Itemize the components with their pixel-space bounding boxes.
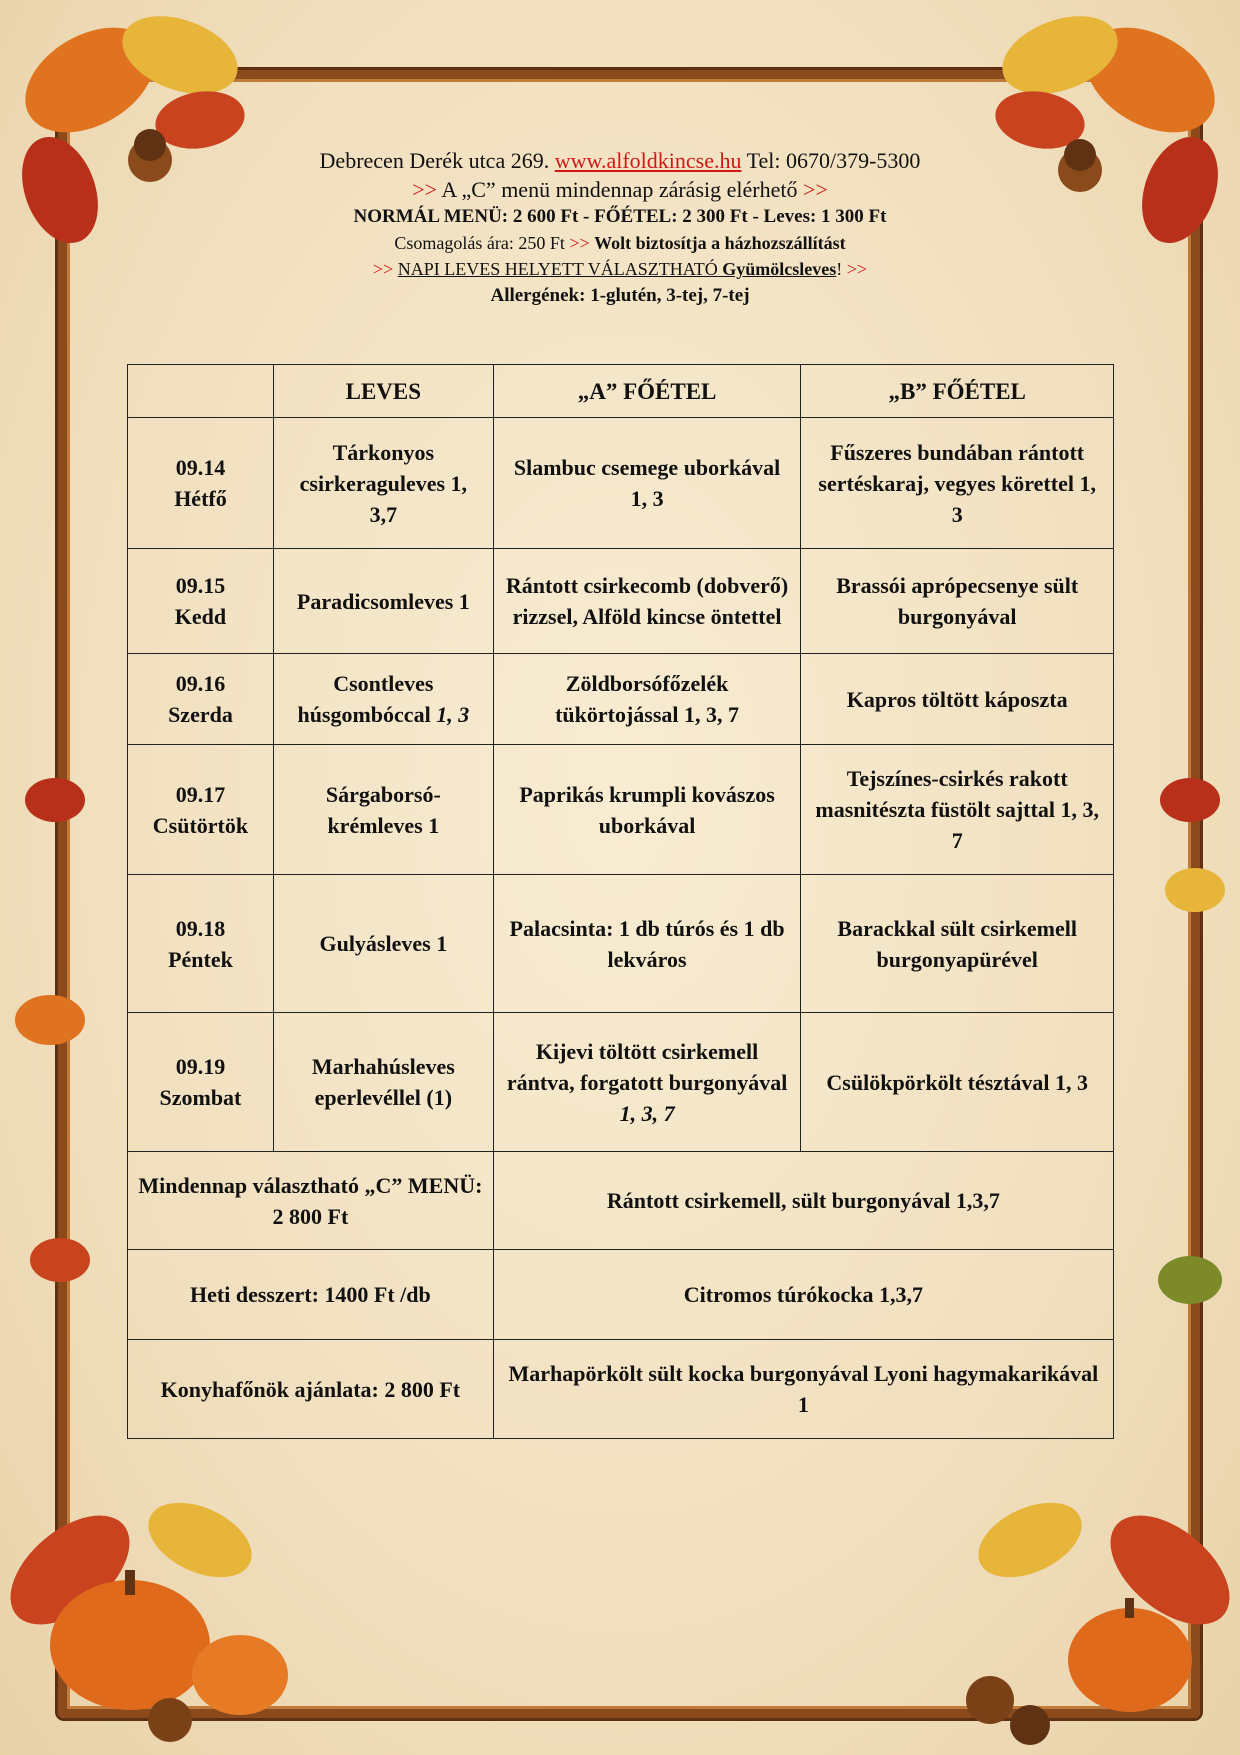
column-header-b-main: „B” FŐÉTEL <box>801 365 1114 418</box>
date: 09.19 <box>175 1054 226 1079</box>
arrow: >> <box>372 259 394 279</box>
a-main-cell: Rántott csirkecomb (dobverő) rizzsel, Alföld kincse öntettel <box>493 549 801 654</box>
dessert-row <box>128 1250 1114 1340</box>
a-main-cell <box>493 1013 801 1152</box>
address: Debrecen Derék utca 269. <box>319 148 550 173</box>
chef-label-cell: Konyhafőnök ajánlata: 2 800 Ft <box>128 1340 494 1439</box>
arrow: >> <box>569 233 590 253</box>
day-cell <box>128 654 274 745</box>
a-main-name: Kijevi töltött csirkemell rántva, forgatott burgonyával <box>506 1038 788 1095</box>
c-menu-dish-cell: Rántott csirkemell, sült burgonyával 1,3,7 <box>493 1152 1113 1250</box>
weekly-menu-table <box>127 364 1114 1439</box>
fruit-soup-note: NAPI LEVES HELYETT VÁLASZTHATÓ <box>397 259 718 279</box>
pumpkins-bottom-right-icon <box>920 1450 1240 1755</box>
packaging-price: Csomagolás ára: 250 Ft <box>394 233 565 253</box>
c-menu-price: 2 800 Ft <box>272 1203 349 1229</box>
website-link[interactable]: www.alfoldkincse.hu <box>554 148 742 173</box>
soup-allergen: 1, 3 <box>436 702 470 727</box>
weekday: Csütörtök <box>152 812 249 838</box>
a-main-allergen: 1, 3, 7 <box>619 1100 675 1126</box>
soup-cell <box>273 654 493 745</box>
soup-cell: Paradicsomleves 1 <box>273 549 493 654</box>
chef-recommendation-row <box>128 1340 1114 1439</box>
date: 09.17 <box>175 781 226 807</box>
a-main-cell: Palacsinta: 1 db túrós és 1 db lekváros <box>493 875 801 1013</box>
soup-cell: Tárkonyos csirkeraguleves 1, 3,7 <box>273 418 493 549</box>
pumpkins-bottom-left-icon <box>0 1450 320 1755</box>
b-main-cell: Csülökpörkölt tésztával 1, 3 <box>801 1013 1114 1152</box>
weekday: Szerda <box>168 702 233 727</box>
soup-cell: Sárgaborsó-krémleves 1 <box>273 745 493 875</box>
header <box>130 146 1110 310</box>
soup-name: Csontleves húsgombóccal <box>297 671 434 727</box>
table-row <box>128 654 1114 745</box>
table-row <box>128 745 1114 875</box>
table-row <box>128 418 1114 549</box>
date: 09.15 <box>175 573 226 598</box>
date: 09.14 <box>175 455 226 480</box>
weekday: Kedd <box>174 604 227 629</box>
soup-cell: Marhahúsleves eperlevéllel (1) <box>273 1013 493 1152</box>
column-header-day <box>128 365 274 418</box>
day-cell <box>128 418 274 549</box>
dessert-dish-cell: Citromos túrókocka 1,3,7 <box>493 1250 1113 1340</box>
c-menu-label-cell <box>128 1152 494 1250</box>
weekday: Szombat <box>159 1085 242 1110</box>
contact-line <box>130 146 1110 176</box>
table-row <box>128 875 1114 1013</box>
arrow: >> <box>846 259 868 279</box>
wolt-delivery: Wolt biztosítja a házhozszállítást <box>594 233 846 253</box>
date: 09.16 <box>175 671 226 696</box>
c-menu-row <box>128 1152 1114 1250</box>
packaging-line <box>130 230 1110 256</box>
dessert-label-cell: Heti desszert: 1400 Ft /db <box>128 1250 494 1340</box>
weekday: Hétfő <box>174 486 227 511</box>
date: 09.18 <box>175 915 226 941</box>
arrow: >> <box>802 177 828 202</box>
price-line: NORMÁL MENÜ: 2 600 Ft - FŐÉTEL: 2 300 Ft - Leves: 1 300 Ft <box>353 206 887 227</box>
b-main-cell: Barackkal sült csirkemell burgonyapürével <box>801 875 1114 1013</box>
day-cell <box>128 745 274 875</box>
table-row <box>128 549 1114 654</box>
day-cell <box>128 875 274 1013</box>
day-cell <box>128 549 274 654</box>
column-header-soup: LEVES <box>273 365 493 418</box>
c-menu-note-line <box>130 176 1110 204</box>
fruit-soup-line <box>130 256 1110 282</box>
a-main-cell: Slambuc csemege uborkával 1, 3 <box>493 418 801 549</box>
arrow: >> <box>412 177 438 202</box>
column-header-a-main: „A” FŐÉTEL <box>493 365 801 418</box>
fruit-soup-name: Gyümölcsleves <box>722 259 837 279</box>
a-main-cell: Zöldborsófőzelék tükörtojással 1, 3, 7 <box>493 654 801 745</box>
phone: Tel: 0670/379-5300 <box>746 148 921 173</box>
b-main-cell: Tejszínes-csirkés rakott masnitészta füstölt sajttal 1, 3, 7 <box>801 745 1114 875</box>
chef-dish-cell: Marhapörkölt sült kocka burgonyával Lyoni hagymakarikával 1 <box>493 1340 1113 1439</box>
b-main-cell: Kapros töltött káposzta <box>801 654 1114 745</box>
leaves-right-side-icon <box>1140 720 1240 1320</box>
weekday: Péntek <box>168 946 233 972</box>
a-main-cell: Paprikás krumpli kovászos uborkával <box>493 745 801 875</box>
soup-cell: Gulyásleves 1 <box>273 875 493 1013</box>
allergens-line: Allergének: 1-glutén, 3-tej, 7-tej <box>490 285 750 306</box>
b-main-cell: Fűszeres bundában rántott sertéskaraj, vegyes körettel 1, 3 <box>801 418 1114 549</box>
leaves-left-side-icon <box>10 720 100 1320</box>
c-menu-note: A „C” menü mindennap zárásig elérhető <box>441 177 798 202</box>
day-cell <box>128 1013 274 1152</box>
fruit-soup-exclaim: ! <box>836 259 843 279</box>
b-main-cell: Brassói aprópecsenye sült burgonyával <box>801 549 1114 654</box>
table-header-row <box>128 365 1114 418</box>
table-row <box>128 1013 1114 1152</box>
c-menu-label: Mindennap választható „C” MENÜ: <box>138 1172 483 1198</box>
